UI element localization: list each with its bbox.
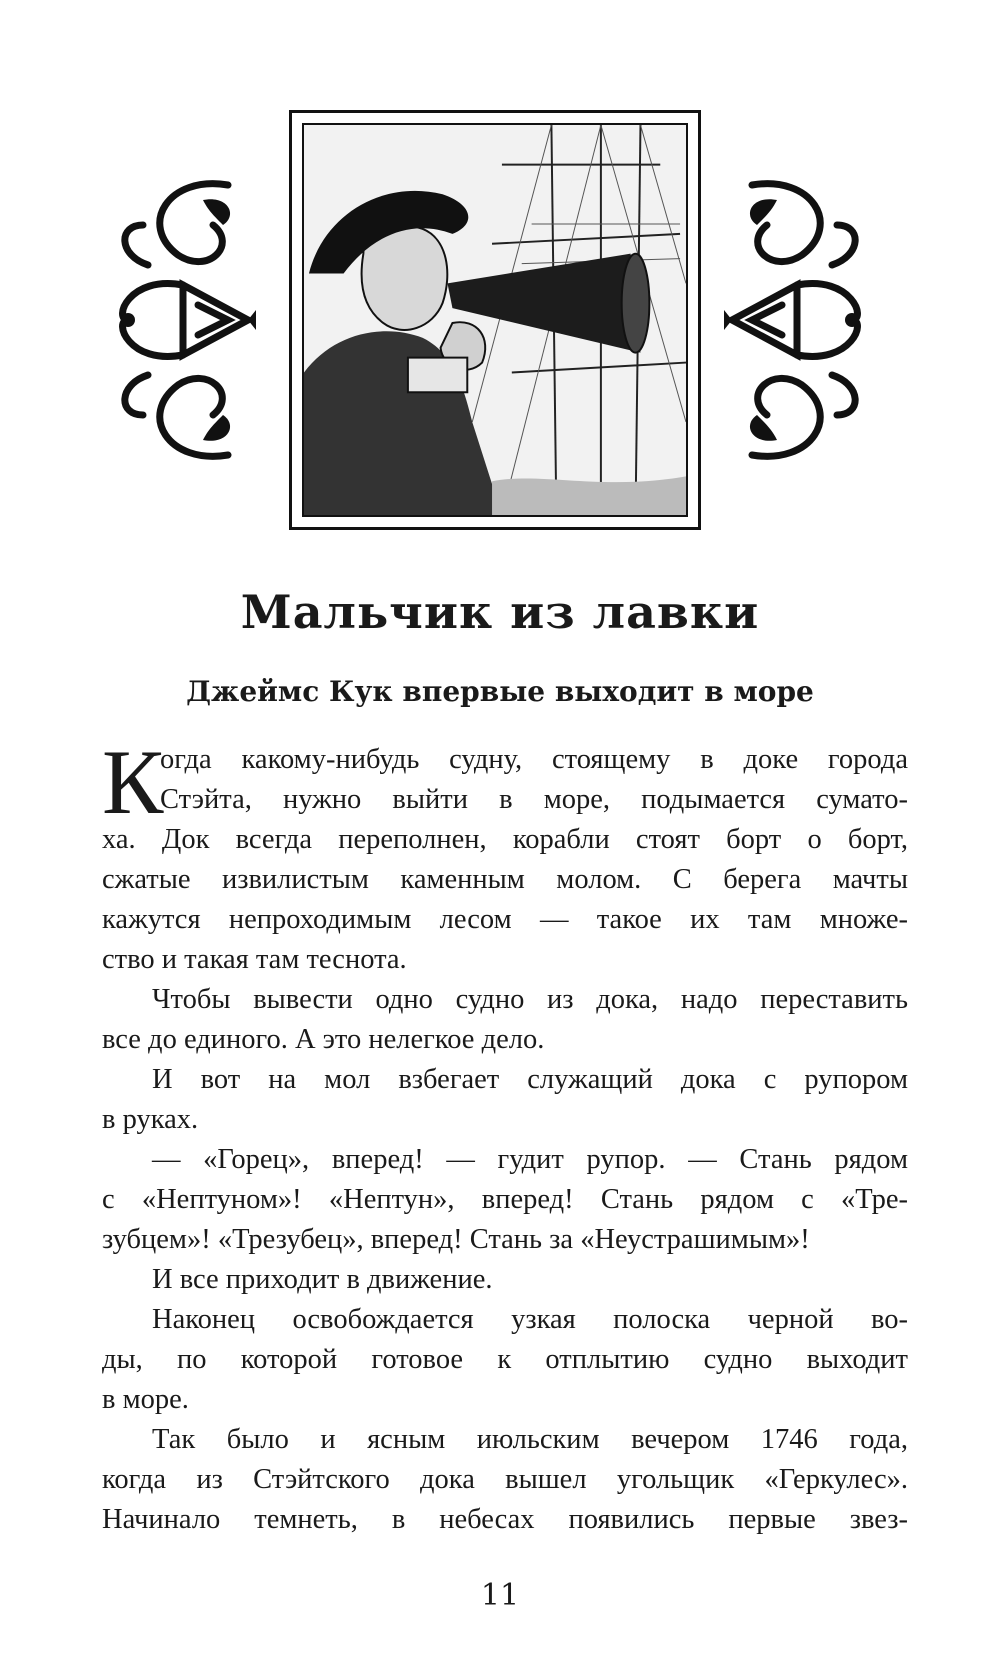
text-line: И вот на мол взбегает служащий дока с рупором (152, 1064, 908, 1095)
text-line: огда какому-нибудь судну, стоящему в доке города (160, 744, 908, 775)
text-line: Чтобы вывести одно судно из дока, надо переставить (152, 984, 908, 1015)
text-line: Стэйта, нужно выйти в море, подымается сумато- (160, 784, 908, 815)
text-line: кажутся непроходимым лесом — такое их там множе- (102, 904, 908, 935)
text-line: зубцем»! «Трезубец», вперед! Стань за «Неустрашимым»! (102, 1224, 810, 1255)
text-line: ха. Док всегда переполнен, корабли стоят борт о борт, (102, 824, 908, 855)
text-line: И все приходит в движение. (152, 1264, 493, 1295)
text-line: Начинало темнеть, в небесах появились первые звез- (102, 1504, 908, 1535)
text-line: ство и такая там теснота. (102, 944, 407, 975)
chapter-body (102, 731, 908, 1540)
text-line: Так было и ясным июльским вечером 1746 года, (152, 1424, 908, 1455)
text-line: — «Горец», вперед! — гудит рупор. — Стань рядом (152, 1144, 908, 1175)
ornament-right (722, 165, 872, 475)
text-line: в руках. (102, 1104, 199, 1135)
chapter-illustration-frame (289, 110, 701, 530)
text-line: Наконец освобождается узкая полоска черной во- (152, 1304, 908, 1335)
text-line: все до единого. А это нелегкое дело. (102, 1024, 545, 1055)
ornament-left (108, 165, 258, 475)
chapter-subtitle: Джеймс Кук впервые выходит в море (186, 675, 814, 708)
chapter-title: Мальчик из лавки (240, 585, 760, 639)
page-number: 11 (480, 1578, 520, 1613)
text-line: ды, по которой готовое к отплытию судно выходит (102, 1344, 908, 1375)
text-line: с «Нептуном»! «Нептун», вперед! Стань рядом с «Тре- (102, 1184, 908, 1215)
text-line: сжатые извилистым каменным молом. С берега мачты (102, 864, 908, 895)
text-line: в море. (102, 1384, 189, 1415)
chapter-illustration (302, 123, 688, 517)
text-line: когда из Стэйтского дока вышел угольщик «Геркулес». (102, 1464, 908, 1495)
sailor-with-megaphone-illustration (304, 125, 686, 515)
drop-cap: К (102, 731, 164, 833)
